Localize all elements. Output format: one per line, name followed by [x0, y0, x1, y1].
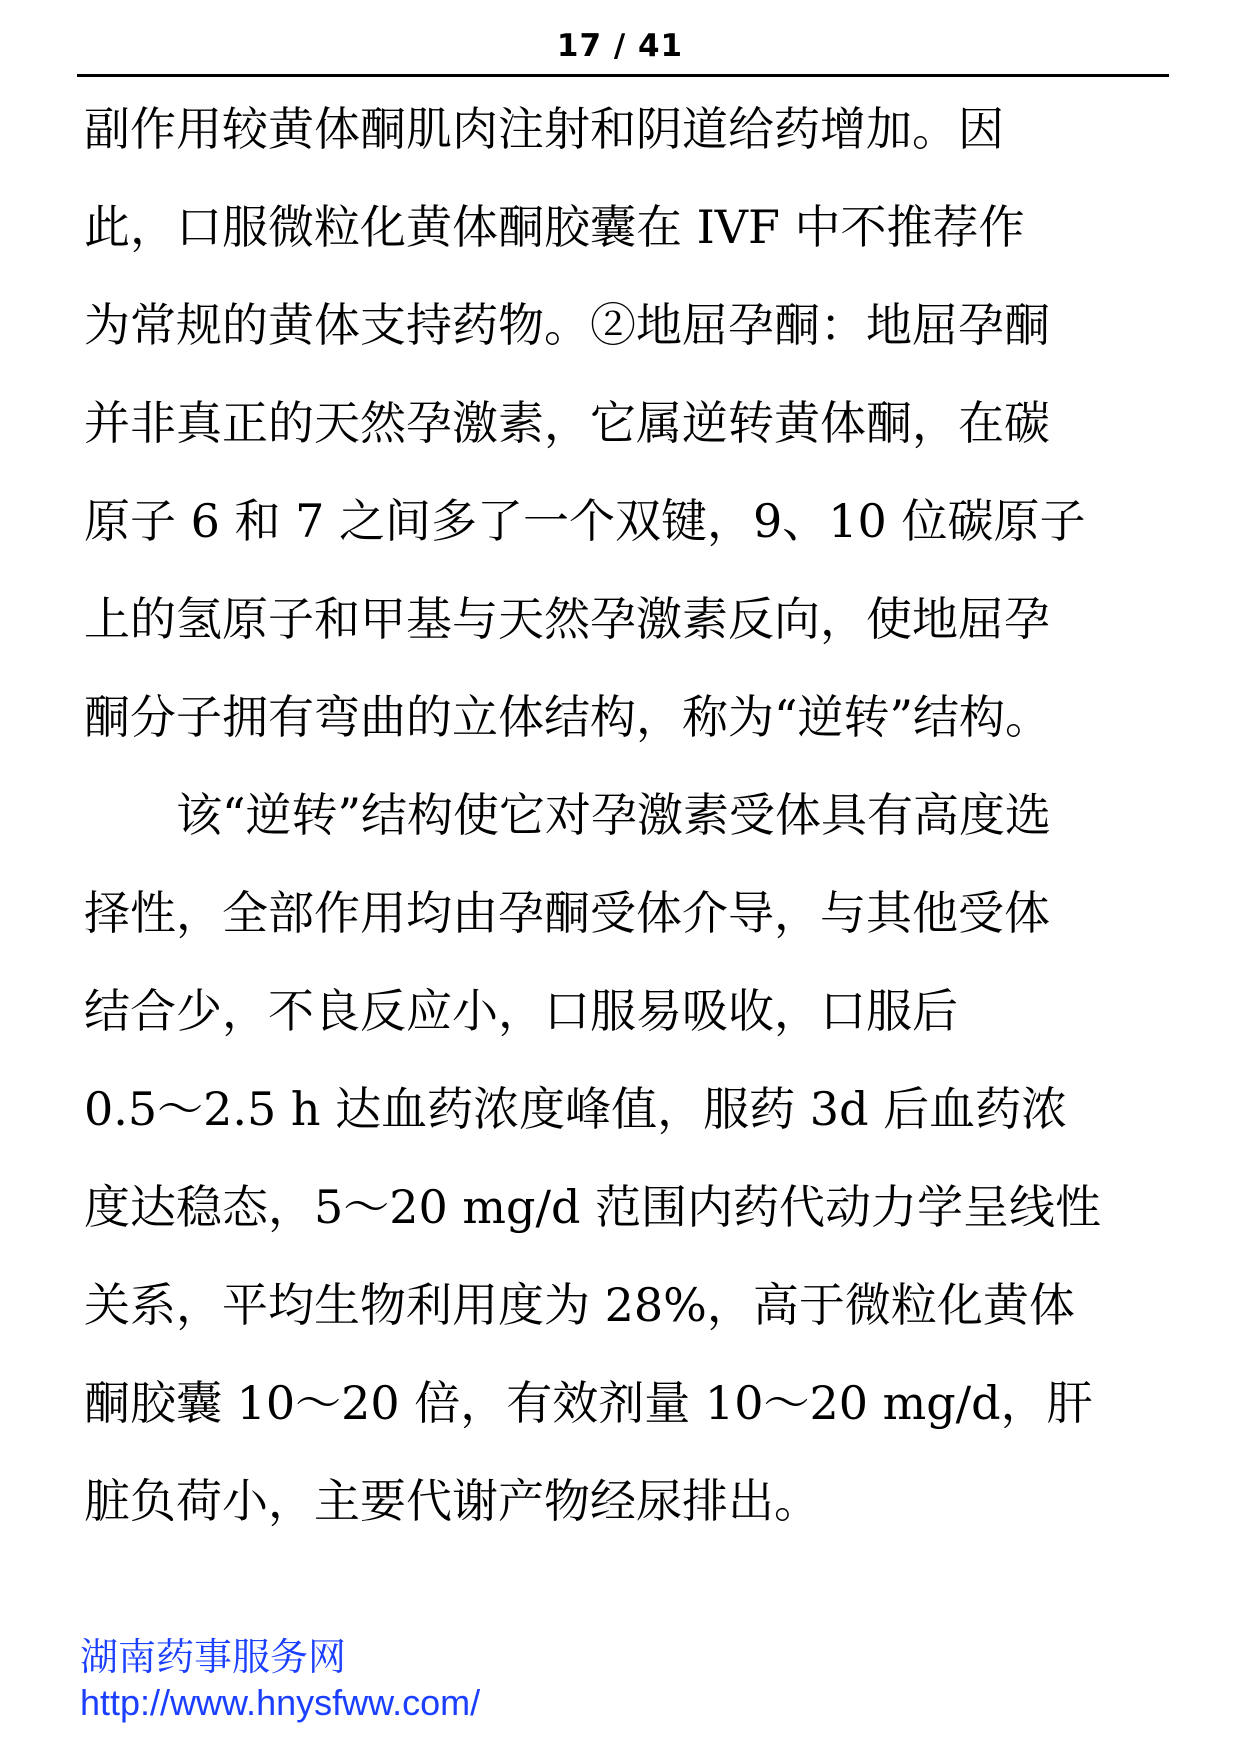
body-line: 0.5～2.5 h 达血药浓度峰值，服药 3d 后血药浓 — [84, 1082, 1068, 1136]
body-line: 结合少，不良反应小，口服易吸收，口服后 — [84, 984, 958, 1038]
body-line: 此，口服微粒化黄体酮胶囊在 IVF 中不推荐作 — [84, 200, 1025, 254]
footer — [80, 1634, 480, 1726]
body-line-paragraph-start: 该“逆转”结构使它对孕激素受体具有高度选 — [176, 788, 1052, 842]
body-line: 酮分子拥有弯曲的立体结构，称为“逆转”结构。 — [84, 690, 1052, 744]
body-line: 为常规的黄体支持药物。②地屈孕酮：地屈孕酮 — [84, 298, 1050, 352]
header-rule — [77, 74, 1169, 77]
body-line: 酮胶囊 10～20 倍，有效剂量 10～20 mg/d，肝 — [84, 1376, 1093, 1430]
body-line: 脏负荷小，主要代谢产物经尿排出。 — [84, 1474, 820, 1528]
body-line: 副作用较黄体酮肌肉注射和阴道给药增加。因 — [84, 102, 1004, 156]
body-line: 原子 6 和 7 之间多了一个双键，9、10 位碳原子 — [84, 494, 1086, 548]
page-number: 17 / 41 — [556, 28, 684, 64]
body-line: 择性，全部作用均由孕酮受体介导，与其他受体 — [84, 886, 1050, 940]
footer-site-url-link[interactable]: http://www.hnysfww.com/ — [80, 1682, 481, 1723]
body-line: 上的氢原子和甲基与天然孕激素反向，使地屈孕 — [84, 592, 1050, 646]
body-line: 关系，平均生物利用度为 28%，高于微粒化黄体 — [84, 1278, 1075, 1332]
document-body — [84, 80, 1176, 1550]
body-line: 并非真正的天然孕激素，它属逆转黄体酮，在碳 — [84, 396, 1050, 450]
footer-site-name[interactable]: 湖南药事服务网 — [80, 1635, 347, 1679]
body-line: 度达稳态，5～20 mg/d 范围内药代动力学呈线性 — [84, 1180, 1102, 1234]
